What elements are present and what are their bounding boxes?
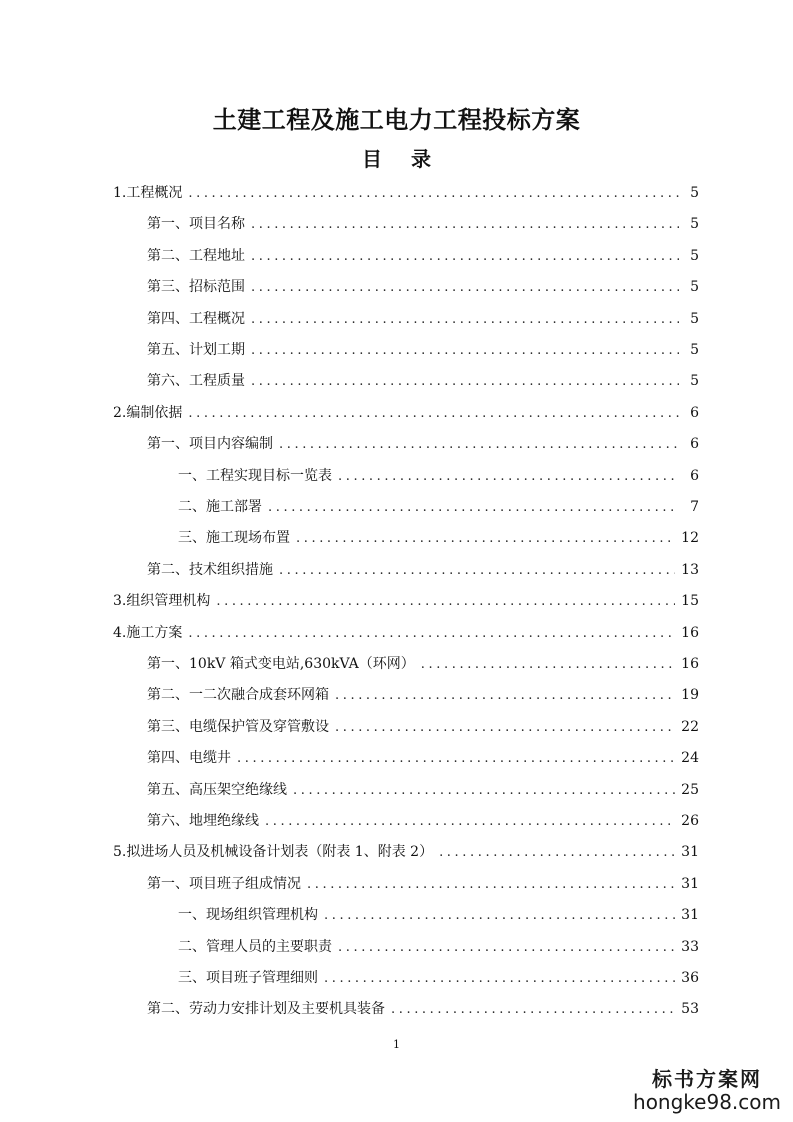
toc-entry-page: 31 [681, 875, 699, 892]
toc-entry-page: 36 [681, 970, 699, 986]
page-title: 土建工程及施工电力工程投标方案 [212, 105, 581, 134]
toc-entry-page: 15 [681, 593, 699, 610]
toc-entry[interactable] [147, 559, 699, 583]
toc-dot-leader [439, 845, 675, 860]
toc-entry[interactable] [147, 998, 699, 1022]
toc-dot-leader [251, 343, 679, 358]
toc-dot-leader [296, 531, 675, 546]
toc-entry[interactable] [178, 936, 699, 960]
toc-dot-leader [188, 626, 675, 641]
toc-dot-leader [324, 908, 675, 923]
toc-entry-label: 第四、工程概况 [147, 310, 245, 327]
toc-entry[interactable] [147, 245, 699, 269]
toc-entry-label: 1.工程概况 [113, 185, 183, 201]
toc-dot-leader [338, 469, 679, 484]
toc-entry-page: 24 [681, 750, 699, 767]
toc-entry-page: 22 [681, 718, 699, 735]
toc-entry-page: 5 [690, 216, 699, 233]
toc-entry-label: 一、现场组织管理机构 [178, 907, 318, 924]
toc-entry-page: 31 [681, 844, 699, 861]
toc-dot-leader [324, 971, 675, 986]
toc-dot-leader [251, 280, 679, 295]
toc-dot-leader [338, 940, 675, 955]
toc-dot-leader [391, 1002, 675, 1017]
toc-entry[interactable] [147, 747, 699, 771]
toc-entry[interactable] [147, 653, 699, 677]
toc-entry-page: 25 [681, 781, 699, 798]
toc-entry-page: 5 [690, 310, 699, 327]
toc-entry-label: 第一、10kV 箱式变电站,630kVA（环网） [147, 656, 415, 672]
toc-entry-page: 16 [681, 624, 699, 641]
toc-entry-label: 一、工程实现目标一览表 [178, 467, 332, 484]
toc-entry-label: 2.编制依据 [113, 404, 183, 421]
watermark-chinese-text: 标书方案网 [652, 1067, 762, 1091]
toc-entry[interactable] [113, 590, 699, 614]
toc-entry-label: 第六、地埋绝缘线 [147, 813, 259, 829]
toc-dot-leader [335, 688, 675, 703]
toc-dot-leader [251, 312, 679, 327]
watermark-logo [633, 1068, 781, 1114]
toc-entry[interactable] [147, 213, 699, 237]
toc-dot-leader [268, 500, 679, 515]
toc-dot-leader [421, 657, 675, 672]
toc-dot-leader [237, 751, 675, 766]
toc-entry[interactable] [147, 339, 699, 363]
toc-dot-leader [279, 437, 679, 452]
toc-entry-page: 12 [681, 530, 699, 547]
toc-entry[interactable] [147, 684, 699, 708]
toc-entry-page: 6 [690, 436, 699, 453]
toc-entry-label: 二、施工部署 [178, 499, 262, 515]
toc-entry-page: 19 [681, 687, 699, 704]
toc-entry-label: 第一、项目班子组成情况 [147, 875, 301, 892]
toc-entry-page: 53 [681, 1001, 699, 1018]
toc-entry-page: 5 [690, 279, 699, 296]
toc-entry[interactable] [147, 276, 699, 300]
toc-entry-page: 5 [690, 185, 699, 201]
toc-entry-label: 3.组织管理机构 [113, 593, 211, 610]
toc-dot-leader [188, 186, 679, 201]
toc-entry-label: 第二、劳动力安排计划及主要机具装备 [147, 1001, 385, 1018]
toc-entry[interactable] [178, 967, 699, 991]
toc-entry-page: 6 [690, 467, 699, 484]
toc-heading: 目 录 [362, 147, 431, 171]
toc-dot-leader [307, 877, 675, 892]
toc-entry-page: 7 [690, 499, 699, 515]
toc-entry[interactable] [147, 308, 699, 332]
toc-dot-leader [251, 374, 679, 389]
toc-entry[interactable] [113, 622, 699, 646]
toc-dot-leader [216, 594, 675, 609]
toc-entry[interactable] [147, 716, 699, 740]
toc-entry-label: 第三、电缆保护管及穿管敷设 [147, 718, 329, 735]
toc-entry[interactable] [147, 873, 699, 897]
toc-entry-label: 第五、计划工期 [147, 342, 245, 358]
toc-entry-page: 5 [690, 342, 699, 358]
toc-entry-label: 第二、工程地址 [147, 247, 245, 264]
toc-entry[interactable] [147, 779, 699, 803]
toc-dot-leader [279, 563, 675, 578]
toc-entry[interactable] [178, 465, 699, 489]
toc-entry[interactable] [113, 182, 699, 206]
toc-entry-label: 第四、电缆井 [147, 750, 231, 767]
toc-entry[interactable] [178, 904, 699, 928]
toc-entry-label: 三、施工现场布置 [178, 530, 290, 547]
toc-entry-label: 第二、一二次融合成套环网箱 [147, 687, 329, 704]
toc-entry[interactable] [113, 402, 699, 426]
toc-entry-label: 第一、项目名称 [147, 216, 245, 233]
toc-entry[interactable] [147, 810, 699, 834]
toc-dot-leader [265, 814, 675, 829]
toc-entry-label: 第三、招标范围 [147, 279, 245, 296]
toc-entry-page: 33 [681, 938, 699, 955]
toc-entry-page: 26 [681, 813, 699, 829]
toc-entry-page: 13 [681, 561, 699, 578]
toc-entry-page: 16 [681, 656, 699, 672]
toc-entry-label: 二、管理人员的主要职责 [178, 938, 332, 955]
watermark-domain-text: hongke98.com [633, 1090, 781, 1114]
toc-entry-page: 6 [690, 404, 699, 421]
toc-entry[interactable] [113, 841, 699, 865]
page-number: 1 [393, 1038, 400, 1051]
toc-entry-label: 三、项目班子管理细则 [178, 970, 318, 986]
toc-entry-label: 第二、技术组织措施 [147, 561, 273, 578]
toc-dot-leader [293, 783, 675, 798]
toc-dot-leader [251, 249, 679, 264]
toc-dot-leader [188, 406, 679, 421]
toc-dot-leader [251, 217, 679, 232]
toc-dot-leader [335, 720, 675, 735]
toc-entry[interactable] [147, 433, 699, 457]
toc-entry[interactable] [147, 370, 699, 394]
toc-entry-page: 31 [681, 907, 699, 924]
toc-entry-label: 第五、高压架空绝缘线 [147, 781, 287, 798]
toc-entry[interactable] [178, 527, 699, 551]
toc-entry-label: 第一、项目内容编制 [147, 436, 273, 453]
toc-entry-label: 4.施工方案 [113, 624, 183, 641]
toc-entry-label: 5.拟进场人员及机械设备计划表（附表 1、附表 2） [113, 844, 434, 861]
toc-entry-page: 5 [690, 247, 699, 264]
toc-entry-label: 第六、工程质量 [147, 373, 245, 390]
toc-entry-page: 5 [690, 373, 699, 390]
toc-entry[interactable] [178, 496, 699, 520]
